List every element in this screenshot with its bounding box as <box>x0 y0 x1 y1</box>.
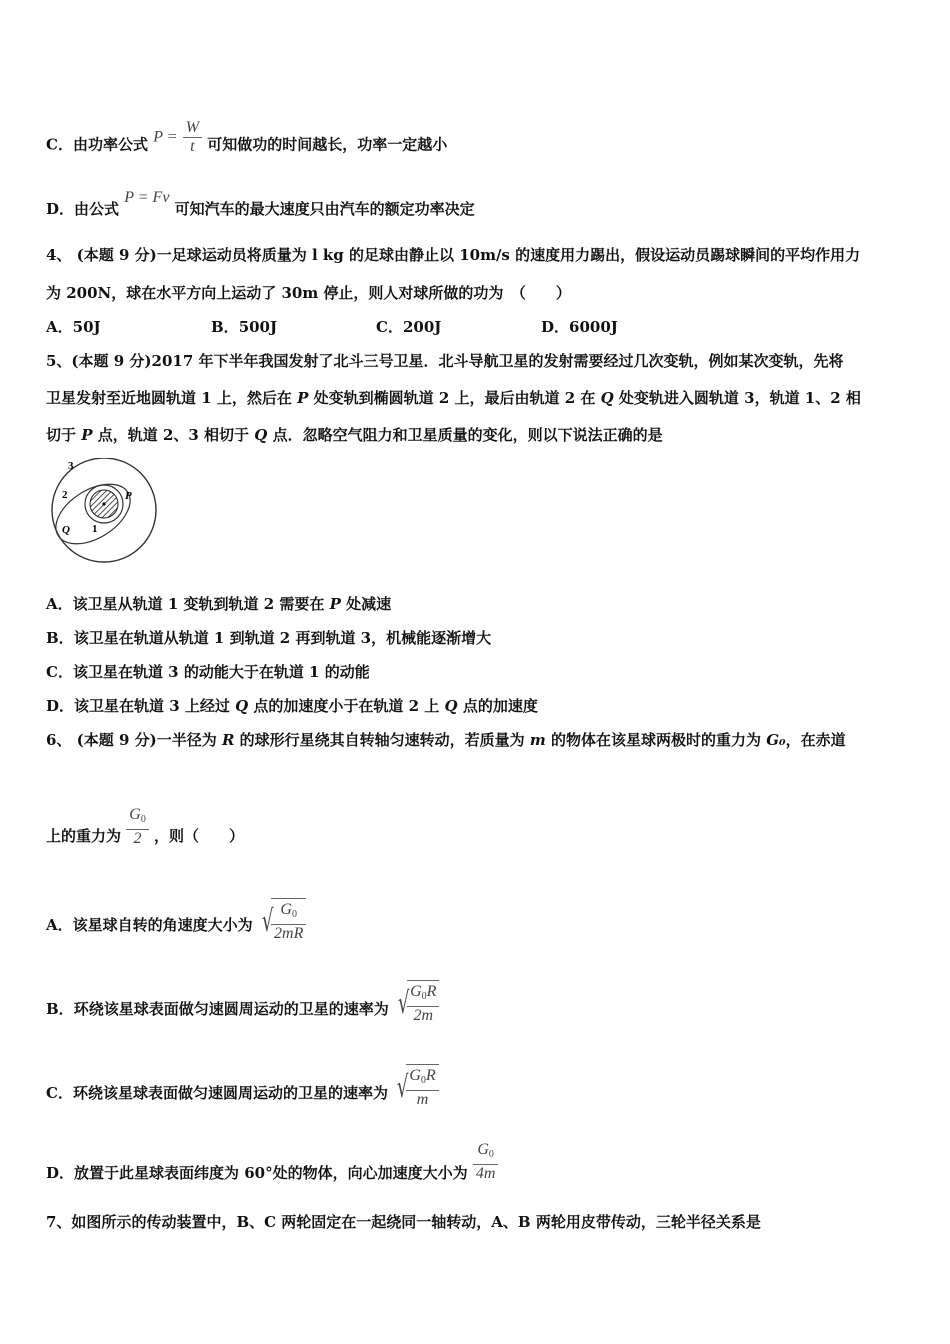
label-1: 1 <box>92 523 98 535</box>
q4-stem-line2: 为 200N，球在水平方向上运动了 30m 停止，则人对球所做的功为 （ ） <box>46 284 571 302</box>
q6-stem-line2: 上的重力为 $\frac{G0}{2}$ ，则（ ） <box>46 806 245 847</box>
q5-option-d: D．该卫星在轨道 3 上经过 Q 点的加速度小于在轨道 2 上 Q 点的加速度 <box>46 697 538 715</box>
orbit-diagram <box>48 458 163 568</box>
q6-option-d: D．放置于此星球表面纬度为 60°处的物体，向心加速度大小为 $\frac{G0}{4m}$ <box>46 1153 498 1195</box>
acceleration-fraction: $\frac{G0}{4m}$ <box>473 1141 499 1183</box>
q5-option-b: B．该卫星在轨道从轨道 1 到轨道 2 再到轨道 3，机械能逐渐增大 <box>46 629 492 647</box>
q4-options <box>46 317 618 337</box>
label-q: Q <box>62 524 70 536</box>
sqrt-expression: √ $\frac{G0}{2mR}$ <box>258 898 306 946</box>
q5-stem-line3: 切于 P 点，轨道 2、3 相切于 Q 点．忽略空气阻力和卫星质量的变化，则以下说法正确的是 <box>46 426 663 444</box>
power-formula: P = $\frac{W}{t}$ <box>153 119 202 156</box>
sqrt-expression: √ $\frac{G0R}{m}$ <box>393 1064 438 1112</box>
q6-option-c: C．环绕该星球表面做匀速圆周运动的卫星的速率为 √ $\frac{G0R}{m}$ <box>46 1070 439 1118</box>
power-formula-fv: P = Fv <box>124 189 170 206</box>
q3-option-c: C．由功率公式 P = $\frac{W}{t}$ 可知做功的时间越长，功率一定越小 <box>46 119 448 155</box>
q6-stem-line1: 6、 (本题 9 分)一半径为 R 的球形行星绕其自转轴匀速转动，若质量为 m 的物体在该星球两极时的重力为 G₀，在赤道 <box>46 731 846 749</box>
sqrt-expression: √ $\frac{G0R}{2m}$ <box>394 980 439 1028</box>
weight-fraction: $\frac{G0}{2}$ <box>126 806 149 848</box>
label-3: 3 <box>68 460 74 472</box>
q6-option-a: A．该星球自转的角速度大小为 √ $\frac{G0}{2mR}$ <box>46 902 306 950</box>
planet-center <box>102 502 105 505</box>
q5-option-c: C．该卫星在轨道 3 的动能大于在轨道 1 的动能 <box>46 663 370 681</box>
q6-option-b: B．环绕该星球表面做匀速圆周运动的卫星的速率为 √ $\frac{G0R}{2m}$ <box>46 986 439 1034</box>
q5-stem-line2: 卫星发射至近地圆轨道 1 上，然后在 P 处变轨到椭圆轨道 2 上，最后由轨道 2 在 Q 处变轨进入圆轨道 3，轨道 1、2 相 <box>46 389 861 407</box>
q5-stem-line1: 5、(本题 9 分)2017 年下半年我国发射了北斗三号卫星．北斗导航卫星的发射需要经过几次变轨，例如某次变轨，先将 <box>46 352 844 370</box>
q4-option-b: B．500J <box>211 318 278 336</box>
q4-stem-line1: 4、 (本题 9 分)一足球运动员将质量为 l kg 的足球由静止以 10m/s 的速度用力踢出，假设运动员踢球瞬间的平均作用力 <box>46 246 861 264</box>
q3-option-d: D．由公式 P = Fv 可知汽车的最大速度只由汽车的额定功率决定 <box>46 189 475 218</box>
option-letter: C． <box>46 135 73 154</box>
q4-option-c: C．200J <box>376 318 442 336</box>
q7-stem-line1: 7、如图所示的传动装置中，B、C 两轮固定在一起绕同一轴转动，A、B 两轮用皮带传动，三轮半径关系是 <box>46 1213 761 1231</box>
q5-option-a: A．该卫星从轨道 1 变轨到轨道 2 需要在 P 处减速 <box>46 595 392 613</box>
label-2: 2 <box>62 489 68 501</box>
q4-option-a: A．50J <box>46 318 101 336</box>
label-p: P <box>125 490 132 502</box>
q4-option-d: D．6000J <box>541 318 618 336</box>
